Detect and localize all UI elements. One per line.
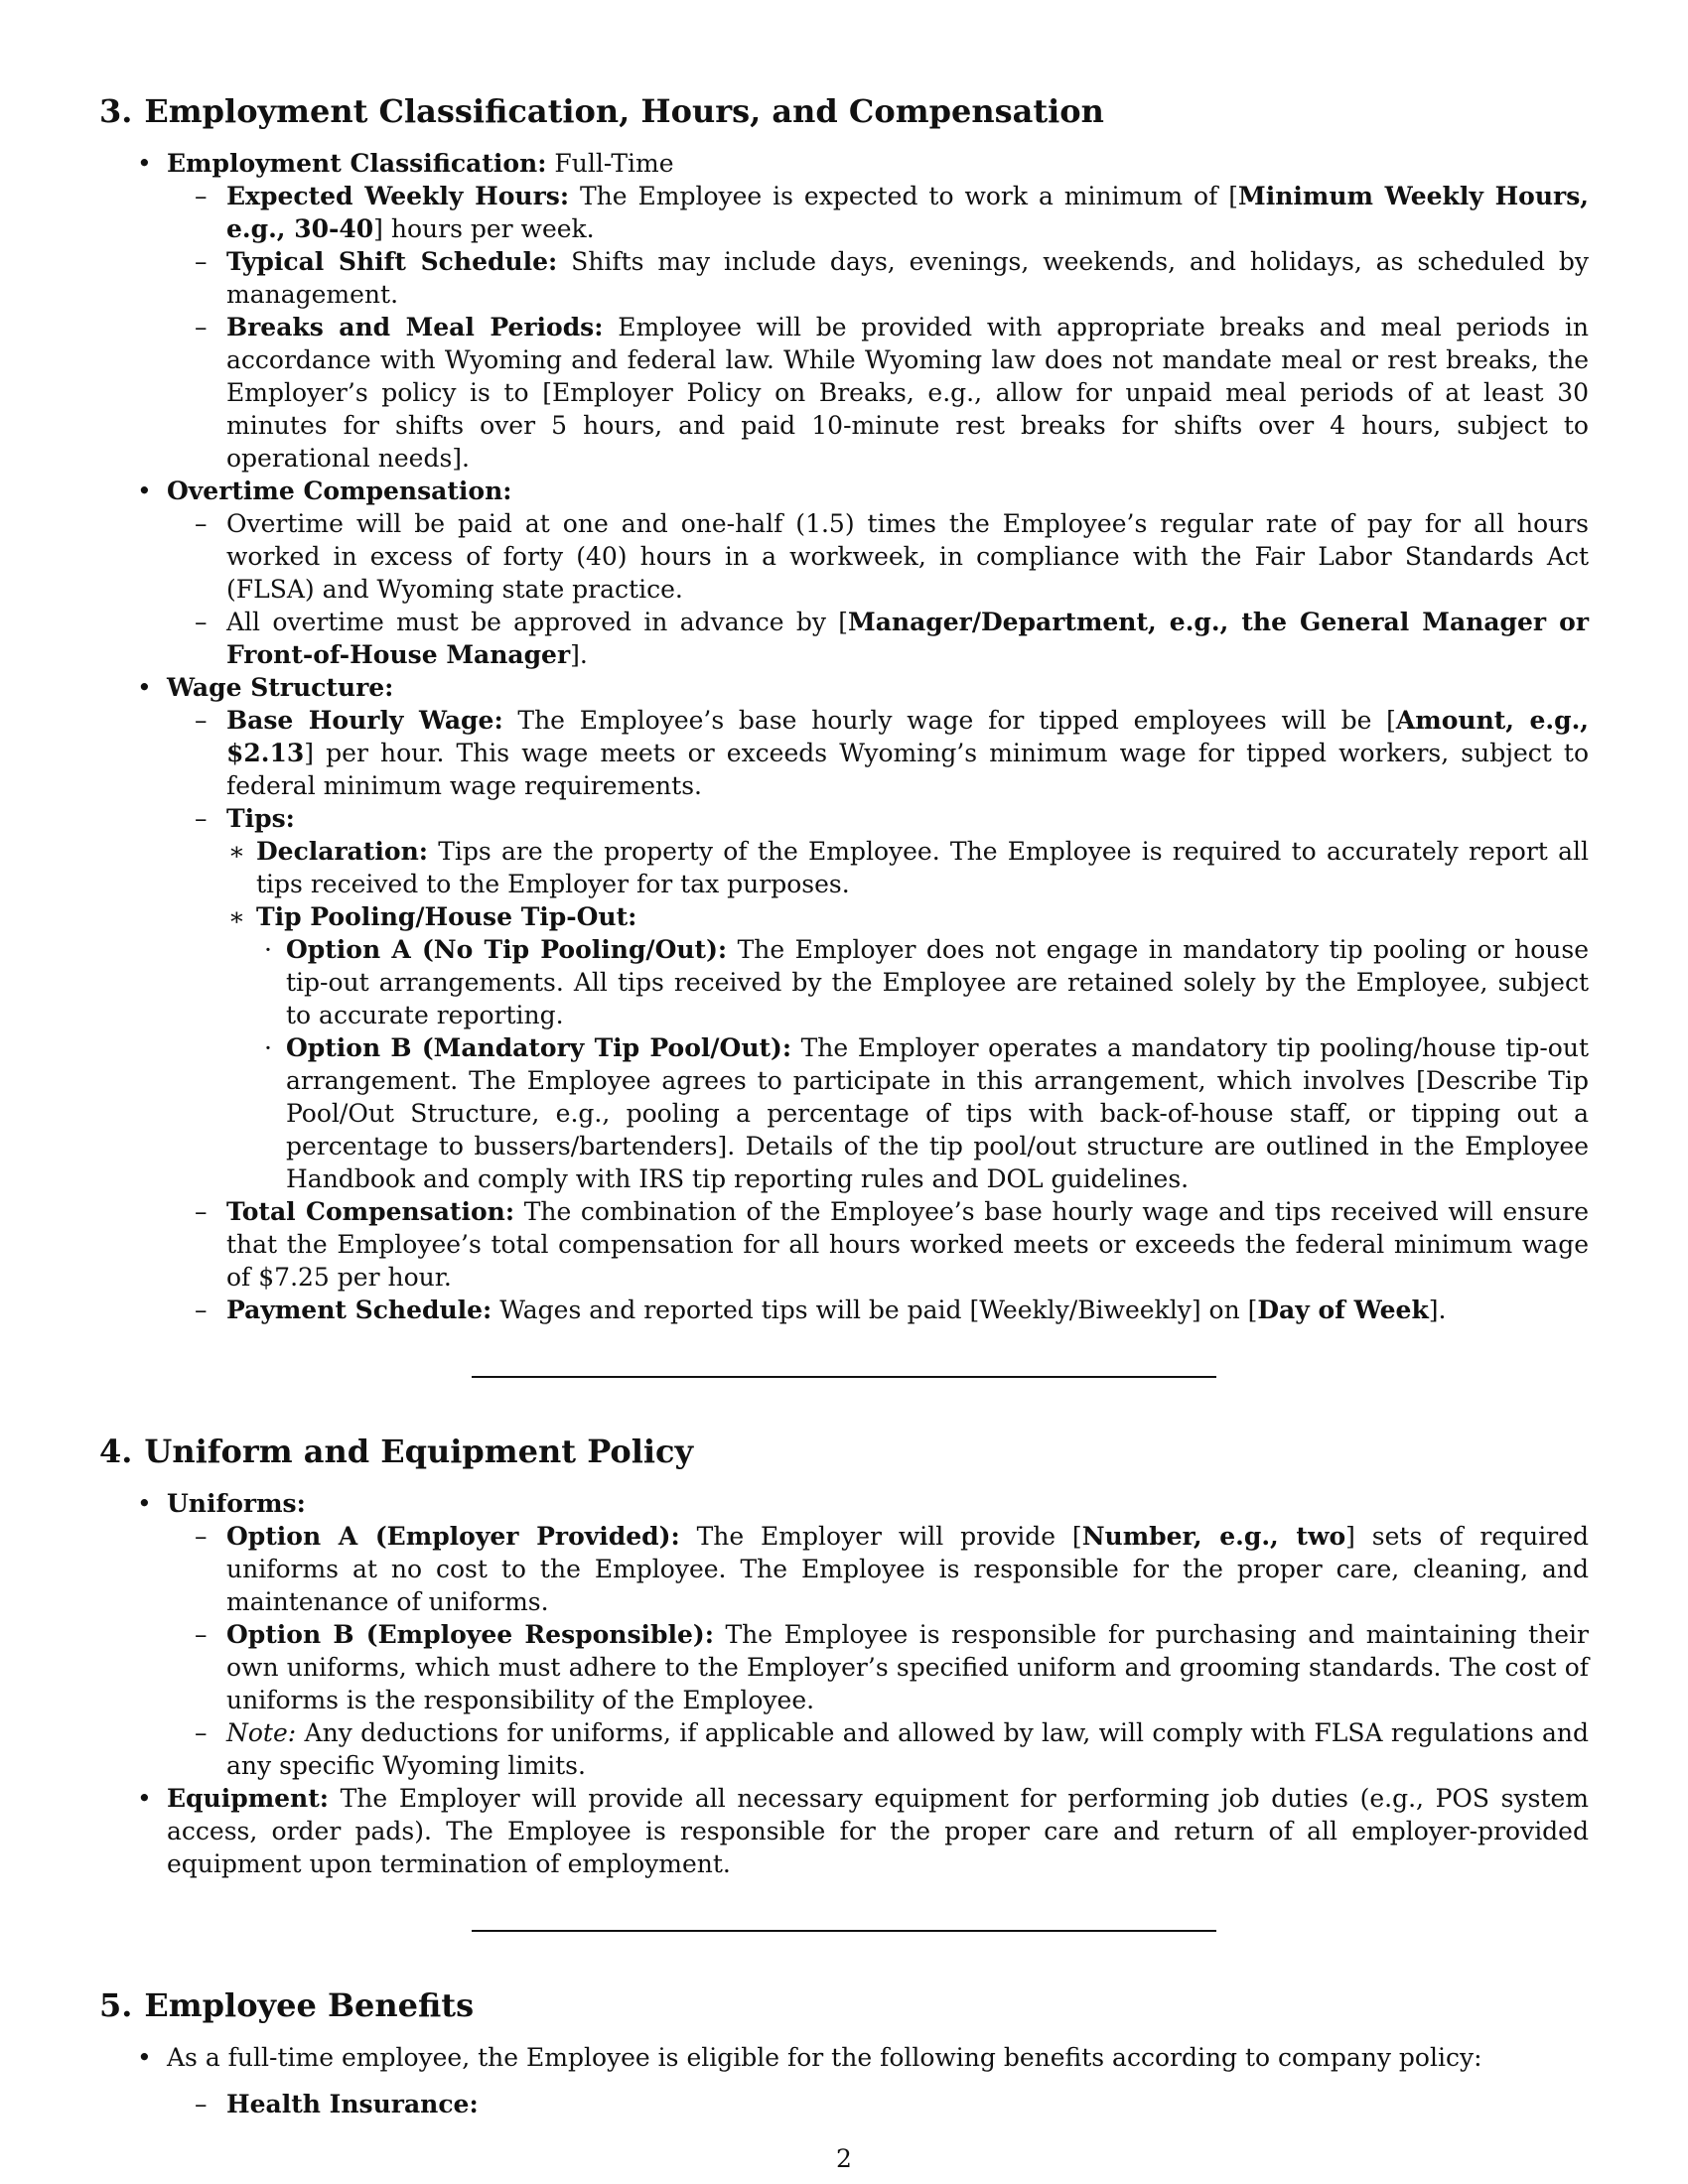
dash-marker: – [195,2090,208,2118]
list-item-tip-pooling [226,900,1589,1195]
list-item-shift-schedule [167,245,1589,311]
section-5-list [99,2041,1589,2120]
list-item-tip-option-a [256,933,1589,1031]
overtime-approval-placeholder: Manager/Department, e.g., the General Manager or Front-of-House Manager [226,608,1589,669]
base-wage-text: The Employee’s base hourly wage for tipped employees will be [ [502,706,1396,735]
tips-sublist [226,835,1589,1195]
dot-marker: · [264,1033,272,1062]
total-compensation-text: The combination of the Employee’s base hourly wage and tips received will ensure that the Employee’s total compensation for all hours worked meets or exceeds the federal minimum wage of $7.25 per hour. [226,1197,1589,1292]
list-item-uniform-option-b [167,1618,1589,1716]
section-4-number: 4. [99,1433,133,1470]
payment-schedule-label: Payment Schedule: [226,1296,492,1324]
uniform-note-label: Note: [226,1718,297,1747]
bullet-marker: • [137,149,152,178]
tip-option-b-text: The Employer operates a mandatory tip pooling/house tip-out arrangement. The Employee agrees to participate in this arrangement, which involves [Describe Tip Pool/Out Structure, e.g., pooling a percentage of tips with back-of-house staff, or tipping out a percentage to bussers/bartenders]. Details of the tip pool/out structure are outlined in the Employee Handbook and comply with IRS tip reporting rules and DOL guidelines. [286,1033,1589,1193]
star-marker: ∗ [228,902,245,931]
tip-option-a-text: The Employer does not engage in mandatory tip pooling or house tip-out arrangements. All tips received by the Employee are retained solely by the Employee, subject to accurate reporting. [286,935,1589,1029]
classification-value: Full-Time [546,149,674,178]
dash-marker: – [195,1197,208,1226]
bullet-marker: • [137,477,152,505]
bullet-marker: • [137,673,152,702]
overtime-sublist [167,507,1589,671]
tip-pooling-label: Tip Pooling/House Tip-Out: [256,902,637,931]
base-wage-label: Base Hourly Wage: [226,706,503,735]
section-divider [472,1376,1216,1378]
benefits-intro-text: As a full-time employee, the Employee is eligible for the following benefits according to company policy: [167,2043,1482,2072]
list-item-uniforms [99,1487,1589,1782]
list-item-tip-option-b [256,1031,1589,1195]
uniform-option-b-label: Option B (Employee Responsible): [226,1620,714,1649]
overtime-approval-text-end: ]. [570,640,588,669]
list-item-payment-schedule [167,1294,1589,1326]
payment-schedule-text: Wages and reported tips will be paid [Weekly/Biweekly] on [ [492,1296,1258,1324]
section-4-heading [99,1432,1589,1471]
dash-marker: – [195,247,208,276]
uniform-option-a-text-end: ] sets of required uniforms at no cost to the Employee. The Employee is responsible for the proper care, cleaning, and maintenance of uniforms. [226,1522,1589,1616]
list-item-weekly-hours [167,180,1589,245]
tip-pooling-options [256,933,1589,1195]
overtime-approval-text: All overtime must be approved in advance by [ [226,608,849,636]
uniforms-label: Uniforms: [167,1489,306,1518]
list-item-equipment [99,1782,1589,1880]
overtime-label: Overtime Compensation: [167,477,512,505]
uniform-option-b-text: The Employee is responsible for purchasing and maintaining their own uniforms, which must adhere to the Employer’s specified uniform and grooming standards. The cost of uniforms is the responsibility of the Employee. [226,1620,1589,1714]
list-item-overtime [99,475,1589,671]
section-3-title: Employment Classification, Hours, and Compensation [144,92,1104,130]
dash-marker: – [195,804,208,833]
equipment-label: Equipment: [167,1784,330,1813]
list-item-base-wage [167,704,1589,802]
benefits-sublist [167,2088,1589,2120]
list-item-tips [167,802,1589,1195]
bullet-marker: • [137,1489,152,1518]
equipment-text: The Employer will provide all necessary equipment for performing job duties (e.g., POS system access, order pads). The Employee is responsible for the proper care and return of all employer-provided equipment upon termination of employment. [167,1784,1589,1878]
list-item-tip-declaration [226,835,1589,900]
list-item-overtime-rate [167,507,1589,606]
dot-marker: · [264,935,272,964]
payment-schedule-placeholder: Day of Week [1257,1296,1429,1324]
shift-schedule-text: Shifts may include days, evenings, weekends, and holidays, as scheduled by management. [226,247,1589,309]
list-item-wage-structure [99,671,1589,1326]
dash-marker: – [195,1718,208,1747]
section-5-number: 5. [99,1986,133,2024]
section-5-title: Employee Benefits [144,1986,475,2024]
list-item-health-insurance [167,2088,1589,2120]
total-compensation-label: Total Compensation: [226,1197,515,1226]
tip-declaration-label: Declaration: [256,837,428,866]
classification-sublist [167,180,1589,475]
section-5-heading [99,1985,1589,2025]
section-3-number: 3. [99,92,133,130]
breaks-label: Breaks and Meal Periods: [226,313,604,341]
payment-schedule-text-end: ]. [1428,1296,1447,1324]
dash-marker: – [195,608,208,636]
uniform-option-a-label: Option A (Employer Provided): [226,1522,680,1551]
dash-marker: – [195,706,208,735]
list-item-uniform-note [167,1716,1589,1782]
dash-marker: – [195,182,208,210]
wage-structure-label: Wage Structure: [167,673,394,702]
document-page [99,91,1589,2120]
list-item-total-compensation [167,1195,1589,1294]
star-marker: ∗ [228,837,245,866]
dash-marker: – [195,1522,208,1551]
tip-declaration-text: Tips are the property of the Employee. The Employee is required to accurately report all tips received to the Employer for tax purposes. [256,837,1589,898]
uniform-option-a-placeholder: Number, e.g., two [1081,1522,1346,1551]
dash-marker: – [195,313,208,341]
section-divider [472,1930,1216,1932]
tip-option-b-label: Option B (Mandatory Tip Pool/Out): [286,1033,792,1062]
page-number: 2 [836,2144,852,2173]
wage-sublist [167,704,1589,1326]
list-item-uniform-option-a [167,1520,1589,1618]
weekly-hours-text: The Employee is expected to work a minimum of [ [569,182,1239,210]
base-wage-text-end: ] per hour. This wage meets or exceeds Wyoming’s minimum wage for tipped workers, subject to federal minimum wage requirements. [226,739,1589,800]
section-3-heading [99,91,1589,131]
classification-label: Employment Classification: [167,149,547,178]
weekly-hours-placeholder: Minimum Weekly Hours, e.g., 30-40 [226,182,1589,243]
section-4-title: Uniform and Equipment Policy [144,1433,694,1470]
uniform-option-a-text: The Employer will provide [ [679,1522,1082,1551]
weekly-hours-text-end: ] hours per week. [373,214,595,243]
bullet-marker: • [137,1784,152,1813]
overtime-rate-text: Overtime will be paid at one and one-half (1.5) times the Employee’s regular rate of pay for all hours worked in excess of forty (40) hours in a workweek, in compliance with the Fair Labor Standards Act (FLSA) and Wyoming state practice. [226,509,1589,604]
list-item-benefits-intro [99,2041,1589,2120]
section-3-list [99,147,1589,1326]
dash-marker: – [195,1620,208,1649]
dash-marker: – [195,1296,208,1324]
list-item-breaks [167,311,1589,475]
section-4-list [99,1487,1589,1880]
list-item-overtime-approval [167,606,1589,671]
tips-label: Tips: [226,804,295,833]
bullet-marker: • [137,2043,152,2072]
health-insurance-label: Health Insurance: [226,2090,479,2118]
tip-option-a-label: Option A (No Tip Pooling/Out): [286,935,728,964]
list-item-classification [99,147,1589,475]
uniform-note-text: Any deductions for uniforms, if applicable and allowed by law, will comply with FLSA regulations and any specific Wyoming limits. [226,1718,1589,1780]
base-wage-placeholder: Amount, e.g., $2.13 [226,706,1589,767]
weekly-hours-label: Expected Weekly Hours: [226,182,570,210]
uniforms-sublist [167,1520,1589,1782]
dash-marker: – [195,509,208,538]
shift-schedule-label: Typical Shift Schedule: [226,247,558,276]
breaks-text: Employee will be provided with appropriate breaks and meal periods in accordance with Wyoming and federal law. While Wyoming law does not mandate meal or rest breaks, the Employer’s policy is to [Employer Policy on Breaks, e.g., allow for unpaid meal periods of at least 30 minutes for shifts over 5 hours, and paid 10-minute rest breaks for shifts over 4 hours, subject to operational needs]. [226,313,1589,473]
